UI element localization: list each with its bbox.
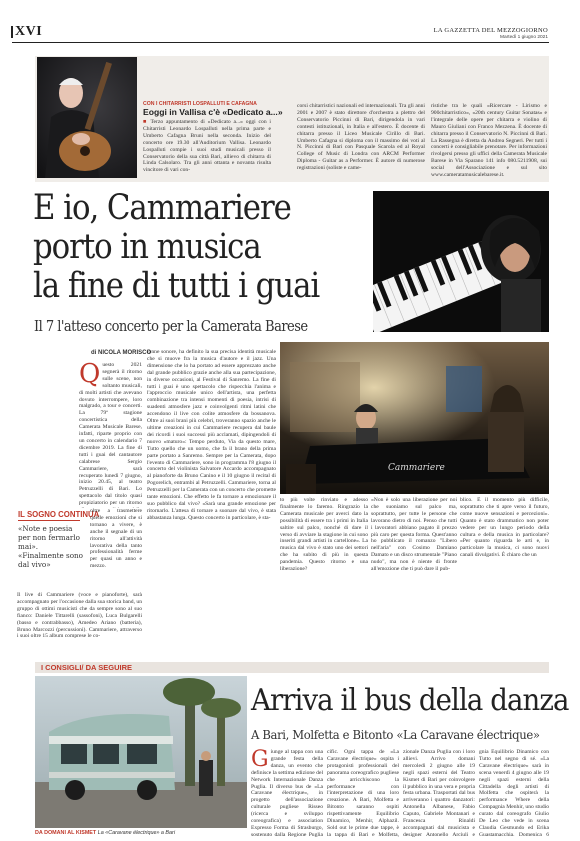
danza-drop-cap: G <box>251 749 269 772</box>
main-column-1c <box>17 592 142 656</box>
caption-lead: DA DOMANI AL KISMET <box>35 830 97 836</box>
main-text-2: lonne sonore, ha definito la sua precisa identità musicale che si muove fra la musica d'autore e il jazz. Una dimensione che lo ha portato ad essere apprezzato anche dal grande pubblico grazie anche alla sua partecipazione, in diverse occasioni, al Festival di Sanremo. La fine di tutti i guai è uno spettacolo che rispecchia l'anima e l'approccio musicale unico dell'artista, una perfetta combinazione tra intensi momenti di poesia, intrisi di suadenti atmosfere jazz e coinvolgenti ritmi latini che accendono il live con colite atmosfere da bossanova. Oltre ai suoi brani più celebri, troveranno spazio anche le ultime creazioni in cui Cammariere recupera dal baule dei ricordi i suoi successi più acclamati, dipingendoli di nuovo «maturo»: Tempo perduto, Via da questo mare, Tutto quello che un uomo, che fa il brano della prima parte portato a Sanremo. Sempre per la Camerata, dopo l'evento di Cammariere, sono in programma l'8 giugno il concerto del violinista Salvatore Accardo accompagnato al pianoforte da Bruno Canino e il 10 giugno il recital di Pogorelich, entrambi al Petruzzelli. Cammariere, torna al Petruzzelli per la Camerata con un concerto che promette tante emozioni. Che effetto le fa tornare a emozionare il suo pubblico dal vivo? «Sarà una grande emozione per ritornarlo. L'attesa di tornare a suonare dal vivo, è stata abbastanza lunga. Questo concerto in particolare, è sta- <box>147 349 276 521</box>
lospalluti-column-2 <box>297 103 425 179</box>
concert-stage-image <box>280 342 549 494</box>
guitarist-photo-image <box>37 57 137 178</box>
concert-stage-photo <box>280 342 549 494</box>
danza-column-2 <box>327 749 399 837</box>
main-column-4 <box>371 497 457 656</box>
lospalluti-text-2: corsi chitarristici nazionali ed internazionali. Tra gli anni 2001 e 2007 è stato direttore d'orchestra a plettro del Conservatorio Piccinni di Bari, dirigendola in vari contesti istituzionali, in Italia e all'estero. È docente di chitarra presso il Liceo Musicale Cirillo di Bari. Umberto Cafagna si diploma con il massimo dei voti al N. Piccinni di Bari con Pasquale Scarola ed al Royal College of Music di Londra con ARCM Performer Diploma - Guitar as a Performer. È autore di numerose registrazioni (soliste e came- <box>297 103 425 172</box>
main-column-2 <box>147 349 276 656</box>
caravane-bus-image <box>35 676 247 828</box>
section-label: I CONSIGLI/ DA SEGUIRE <box>41 663 132 672</box>
main-headline <box>33 189 319 306</box>
main-column-5 <box>460 497 549 656</box>
main-column-1 <box>79 362 142 508</box>
main-text-5: blico. È il momento più difficile, soprattutto che ti apre verso il futuro, come nuove sensazioni e percezioni». Quanto è stato drammatico non poter vedere per un lungo periodo della cultura e della musica in particolare? «Per quanto riguarda le arti e, in particolare la musica, ci sono nuovi canali divulgativi. È chiaro che un <box>460 497 549 559</box>
danza-text-2: cific. Ogni tappa de «La Caravane électrique» ospita i protagonisti professionali del panorama coreografico pugliese che arricchiscono la performance con l'interpretazione di una loro creazione. A Bari, Molfetta e Bitonto saranno ospiti rispettivamente Equilibrio Dinamico, Menhir, Alphazil. Sold out le prime due tappe, è la tappa di Bari e Molfetta, <box>327 749 399 837</box>
caravane-bus-photo <box>35 676 247 828</box>
lospalluti-kicker: CON I CHITARRISTI LOSPALLUTI E CAFAGNA <box>143 101 257 107</box>
page-number: XVI <box>15 24 43 39</box>
piano-brand: Cammariere <box>388 463 445 473</box>
caption-text: La «Caravane électrique» a Bari <box>97 830 176 836</box>
cammariere-piano-image <box>373 191 549 332</box>
pull-quote: «Note e poesia per non fermarlo mai». «Finalmente sono dal vivo» <box>18 524 83 569</box>
lospalluti-headline: Eoggi in Vallisa c'è «Dedicato a...» <box>143 107 283 117</box>
danza-column-3 <box>403 749 475 837</box>
danza-column-1 <box>251 749 323 837</box>
lospalluti-column-1 <box>143 119 271 179</box>
main-text-1b: oltre a trasmettere quelle emozioni che si tornano a vivere, è anche il segnale di un ritorno all'attività lavorativa della tanto professionalità ferme per quasi un anno e mezzo. <box>90 508 142 570</box>
main-text-3: to più volte rinviato e adesso finalmente lo faremo. Ringrazio la Camerata musicale per averci dato la possibilità di essere tra i primi in Italia saltire sul palco, nonché di dare il verso di avviare la stagione in cui sono inseriti grandi artisti in cartellone». La musica dal vivo è stato uno dei settori che ha subito di più in questa pandemia. Questo ritorno e una liberazione? <box>280 497 368 573</box>
main-subtitle: Il 7 l'atteso concerto per la Camerata Barese <box>34 319 308 335</box>
danza-subtitle: A Bari, Molfetta e Bitonto «La Caravane électrique» <box>251 727 540 742</box>
danza-text-1: iunge al tappa con una grande festa della danza, un evento che definisce la settima edizione del Network Internazionale Danza Puglia. Il diverso bus de «La Caravane électrique», in progetto dell'associazione culturale pugliese Risseo (ricerca e sviluppo coreografica) e association Expresso Forma di Strasburgo, sostenuto dalla Regione Puglia <box>251 749 323 837</box>
danza-column-4 <box>479 749 549 837</box>
danza-text-3: zionale Danza Puglia con i loro allievi. Arrivo domani mercoledì 2 giugno alle 19 negli spazi esterni del Teatro Kismet di Bari per coinvolgere il pubblico in una vera e propria festa urbana. Trasportati dal bus arriveranno i quattro danzatori: Antonella Albanese, Fabio Caputo, Gabriele Montanari e Francesca Rinaldi accompagnati dal musicista e designer Antonello Arciuli e <box>403 749 475 837</box>
lospalluti-bullet: ■ <box>143 119 151 125</box>
main-column-1b <box>90 508 142 591</box>
page-header <box>0 0 580 40</box>
drop-cap: Q <box>79 362 101 389</box>
lospalluti-text-3: ristiche tra le quali «Ricercare - Lirismo e 900chitarristico», «20th century Guitar Sonatas» e l'integrale delle opere per chitarra e violino di Mauro Giuliani con Franco Mezzena. È docente di chitarra presso il Conservatorio N. Piccinni di Bari. La Rassegna è diretta da Andrea Segneri. Per tutti i concerti è consigliabile prenotare. Per informazioni rivolgersi presso gli uffici della Camerata Musicale Barese in Via Sparano 141 info 080.5211908, sui social dell'Associazione e sul sito www.cameratamusicalebarese.it. <box>431 103 547 179</box>
danza-headline: Arriva il bus della danza <box>251 683 569 718</box>
newspaper-name: LA GAZZETTA DEL MEZZOGIORNO <box>433 27 548 34</box>
sidebar-label: IL SOGNO CONTINUA <box>18 510 100 519</box>
main-headline-line-3: la fine di tutti i guai <box>33 266 320 306</box>
main-text-4: «Non è solo una liberazione per noi che suoniamo sul palco ma, soprattutto, per tutte le persone che lavorano dietro di noi. Penso che tutti i lavoratori abbiano pagato il prezzo più caro per questa forma. Quest'anno ho pubblicato il romanzo "Libero nell'aria" con Cosimo Damiano Damato e un disco strumentale "Piano nudo", ma non è niente di fronte all'emozione che ti può dare il pub- <box>371 497 457 573</box>
lospalluti-text-1: Terzo appuntamento di «Dedicato a...» oggi con i Chitarristi Leonardo Lospalluti nella prima parte e Umberto Cafagna Bruni nella seconda. Inizio del concerto ore 19.30 all'Auditorium Vallisa. Leonardo Lospalluti compie i suoi studi musicali presso il Conservatorio della sua città Bari, allievo di chitarra di Linda Calsolaro. Tra gli anni ottanta e novanta risulta vincitore di vari con- <box>143 119 271 174</box>
header-rule <box>12 42 549 43</box>
issue-date: Martedì 1 giugno 2021 <box>499 35 548 40</box>
main-text-1c: Il live di Cammariere (voce e pianoforte), sarà accompagnato per l'occasione dalla sua storica band, un gruppo di ottimi musicisti che da sempre sono al suo fianco: Daniele Tittarelli (sassofoni), Luca Bulgarelli (basso e contrabbasso), Amedeo Ariano (batteria), Bruno Marcozzi (percussioni). Cammariere, attraverso i suoi oltre 15 album comprese le co- <box>17 592 142 640</box>
main-headline-line-2: porto in musica <box>33 227 261 267</box>
sidebar-rule <box>18 520 80 521</box>
main-headline-line-1: E io, Cammariere <box>33 188 291 228</box>
byline: di NICOLA MORISCO <box>91 350 152 356</box>
main-column-3 <box>280 497 368 656</box>
main-text-1a: uesto 2021 segnerà il ritorno sulle scene, non soltanto musicali, di molti artisti che avevano dovuto interrompere, loro malgrado, a tour e concerti. La 79ª stagione concertistica della Camerata Musicale Barese, infatti, riparte proprio con un concerto in calendario 7 dicembre 2019. La fine di tutti i guai del cantautore calabrese Sergio Cammariere, sarà recuperato lunedì 7 giugno, inizio 20.45, al teatro Petruzzelli di Bari. Lo spettacolo dal titolo quasi propiziatorio per un ritorno <box>79 362 142 507</box>
danza-text-4: gnia Equilibrio Dinamico con Tutto nel segno di sé. «La Caravane électrique» sarà in scena venerdì 4 giugno alle 19 negli spazi esterni della Cittadella degli artisti di Molfetta che ospiterà la performance Where della Compagnia Menhir, uno studio curato dal coreografo Giulio De Leo che vede in scena Claudia Gesmundo ed Erika Guastamacchia. Domenica 6 <box>479 749 549 837</box>
photo-caption <box>35 830 175 836</box>
guitarist-photo <box>37 57 137 178</box>
header-tick <box>11 26 13 38</box>
cammariere-piano-photo <box>373 191 549 332</box>
lospalluti-column-3 <box>431 103 547 179</box>
